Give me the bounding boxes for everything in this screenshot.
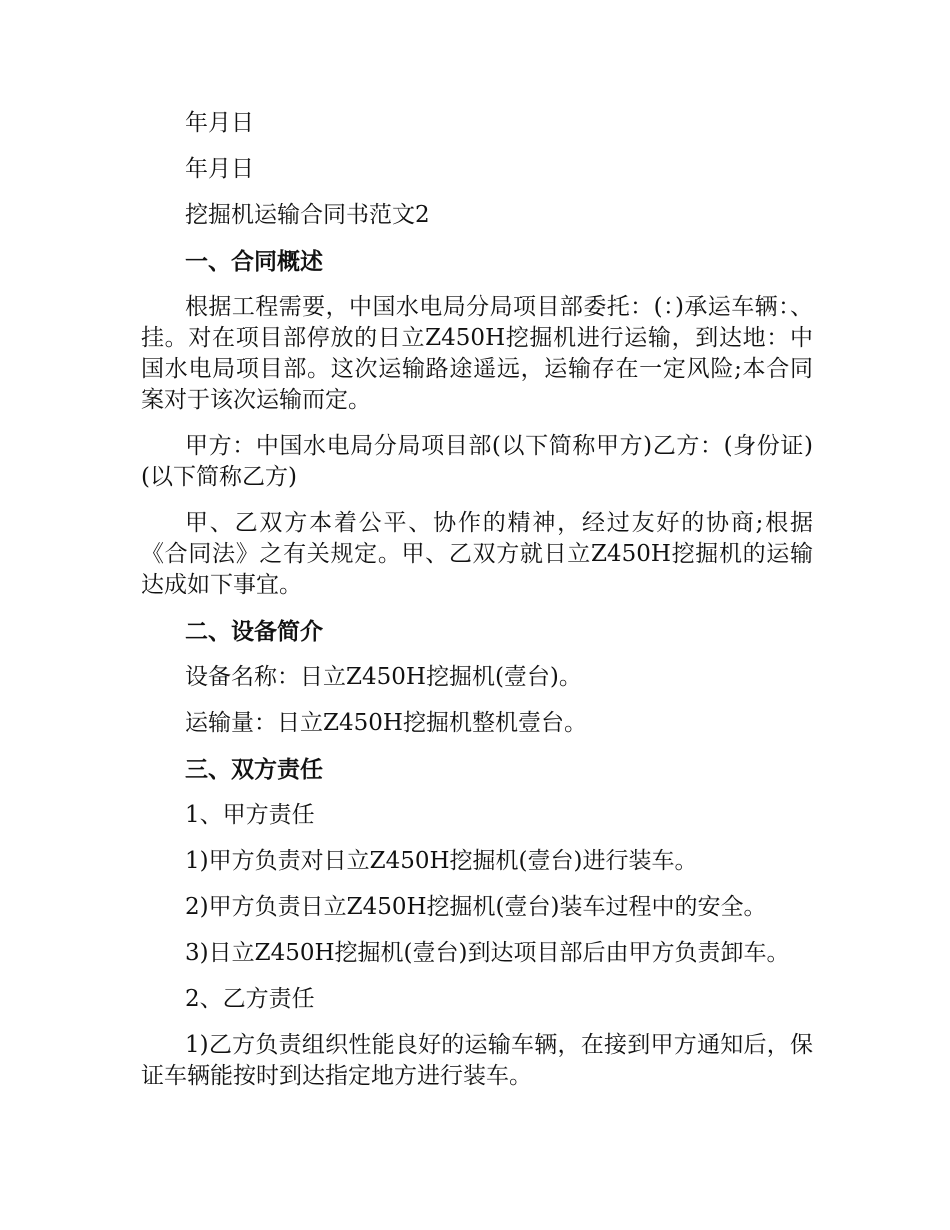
section-heading-overview: 一、合同概述 [185,248,323,275]
list-item: 2)甲方负责日立Z450H挖掘机(壹台)装车过程中的安全。 [185,894,767,920]
subheading-party-a: 1、甲方责任 [185,802,315,828]
document-title: 挖掘机运输合同书范文2 [185,202,430,228]
paragraph-agreement: 甲、乙双方本着公平、协作的精神，经过友好的协商;根据《合同法》之有关规定。甲、乙双方就日立Z450H挖掘机的运输达成如下事宜。 [141,510,813,598]
paragraph-overview: 根据工程需要，中国水电局分局项目部委托：(：)承运车辆：、挂。对在项目部停放的日立Z450H挖掘机进行运输，到达地：中国水电局项目部。这次运输路途遥远，运输存在一定风险;本合同案对于该次运输而定。 [141,294,813,413]
section-heading-equipment: 二、设备简介 [185,618,323,645]
date-line: 年月日 [185,110,254,136]
date-line: 年月日 [185,156,254,182]
list-item: 3)日立Z450H挖掘机(壹台)到达项目部后由甲方负责卸车。 [185,940,790,966]
paragraph-transport-volume: 运输量：日立Z450H挖掘机整机壹台。 [185,710,587,736]
list-item: 1)甲方负责对日立Z450H挖掘机(壹台)进行装车。 [185,848,698,874]
subheading-party-b: 2、乙方责任 [185,986,315,1012]
list-item: 1)乙方负责组织性能良好的运输车辆，在接到甲方通知后，保证车辆能按时到达指定地方进行装车。 [141,1032,813,1089]
section-heading-responsibilities: 三、双方责任 [185,756,323,783]
paragraph-parties: 甲方：中国水电局分局项目部(以下简称甲方)乙方：(身份证)(以下简称乙方) [141,433,813,490]
paragraph-equipment-name: 设备名称：日立Z450H挖掘机(壹台)。 [185,664,582,690]
document-body [141,108,813,1107]
